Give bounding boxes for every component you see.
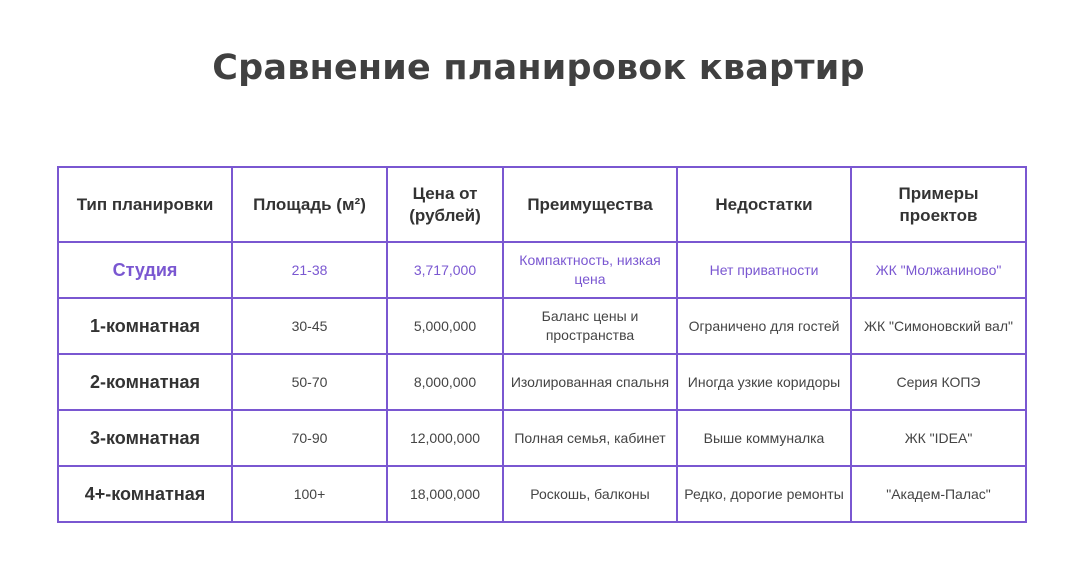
cell-pros: Баланс цены и пространства	[503, 298, 677, 354]
cell-price: 3,717,000	[387, 242, 503, 298]
cell-pros: Изолированная спальня	[503, 354, 677, 410]
cell-type: 3-комнатная	[58, 410, 232, 466]
cell-area: 21-38	[232, 242, 387, 298]
table-row	[58, 298, 1026, 354]
table-row	[58, 466, 1026, 522]
cell-pros: Полная семья, кабинет	[503, 410, 677, 466]
cell-cons: Редко, дорогие ремонты	[677, 466, 851, 522]
header-cell-price: Цена от (рублей)	[387, 167, 503, 242]
cell-type: 2-комнатная	[58, 354, 232, 410]
cell-cons: Нет приватности	[677, 242, 851, 298]
cell-pros: Компактность, низкая цена	[503, 242, 677, 298]
cell-price: 12,000,000	[387, 410, 503, 466]
header-cell-pros: Преимущества	[503, 167, 677, 242]
cell-cons: Ограничено для гостей	[677, 298, 851, 354]
cell-area: 100+	[232, 466, 387, 522]
cell-type: 1-комнатная	[58, 298, 232, 354]
header-cell-examples: Примеры проектов	[851, 167, 1026, 242]
header-cell-type: Тип планировки	[58, 167, 232, 242]
table-row	[58, 354, 1026, 410]
cell-type: 4+-комнатная	[58, 466, 232, 522]
header-cell-cons: Недостатки	[677, 167, 851, 242]
cell-price: 5,000,000	[387, 298, 503, 354]
table-row	[58, 410, 1026, 466]
cell-pros: Роскошь, балконы	[503, 466, 677, 522]
page-title: Сравнение планировок квартир	[212, 48, 865, 88]
cell-area: 70-90	[232, 410, 387, 466]
cell-examples: Серия КОПЭ	[851, 354, 1026, 410]
cell-cons: Иногда узкие коридоры	[677, 354, 851, 410]
header-cell-area: Площадь (м²)	[232, 167, 387, 242]
cell-examples: ЖК "IDEA"	[851, 410, 1026, 466]
table-row	[58, 242, 1026, 298]
cell-price: 18,000,000	[387, 466, 503, 522]
comparison-table	[57, 166, 1027, 523]
cell-area: 50-70	[232, 354, 387, 410]
cell-cons: Выше коммуналка	[677, 410, 851, 466]
cell-examples: ЖК "Симоновский вал"	[851, 298, 1026, 354]
cell-examples: ЖК "Молжаниново"	[851, 242, 1026, 298]
cell-price: 8,000,000	[387, 354, 503, 410]
cell-area: 30-45	[232, 298, 387, 354]
header-row	[58, 167, 1026, 242]
cell-type: Студия	[58, 242, 232, 298]
cell-examples: "Академ-Палас"	[851, 466, 1026, 522]
